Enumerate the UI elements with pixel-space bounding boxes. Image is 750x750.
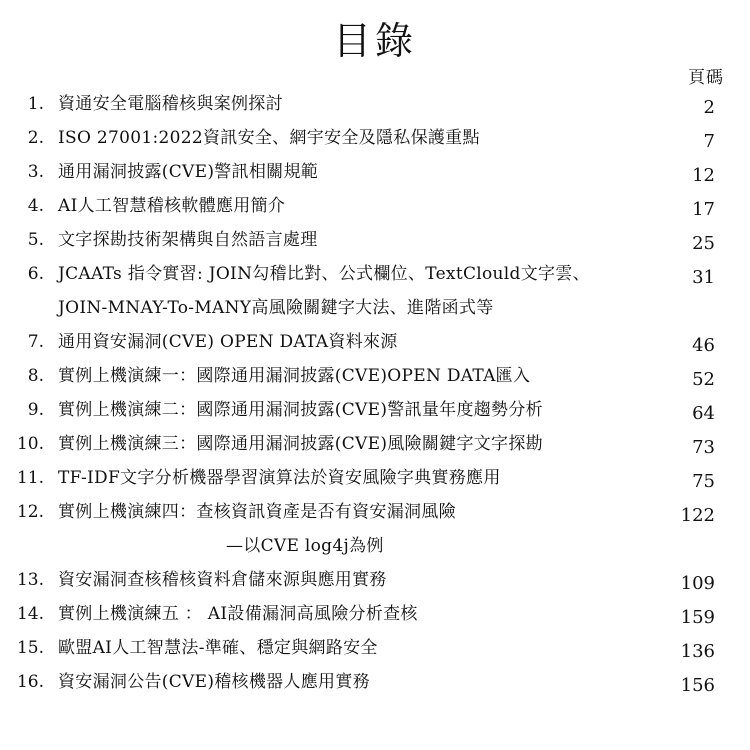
toc-entry-title: 實例上機演練二：國際通用漏洞披露(CVE)警訊量年度趨勢分析 xyxy=(58,400,543,420)
toc-entry-continuation xyxy=(0,293,750,323)
toc-entry-number: 13. xyxy=(16,570,44,590)
toc-entry xyxy=(0,429,750,459)
toc-entry xyxy=(0,633,750,663)
toc-entry xyxy=(0,361,750,391)
toc-entry-page: 136 xyxy=(680,641,715,662)
toc-entry-subtitle: —以CVE log4j為例 xyxy=(226,536,384,556)
toc-entry-number: 5. xyxy=(27,230,44,250)
toc-entry-page: 25 xyxy=(692,233,715,254)
toc-entry xyxy=(0,225,750,255)
toc-entry-page: 12 xyxy=(692,165,715,186)
toc-entry-page: 156 xyxy=(680,675,715,696)
toc-entry-title: AI人工智慧稽核軟體應用簡介 xyxy=(58,196,286,216)
page-title: 目錄 xyxy=(332,19,417,63)
toc-entry-page: 75 xyxy=(692,471,715,492)
toc-entry-page: 159 xyxy=(680,607,715,628)
toc-entry-title: 通用資安漏洞(CVE) OPEN DATA資料來源 xyxy=(58,332,398,352)
toc-entry-title: 資安漏洞公告(CVE)稽核機器人應用實務 xyxy=(58,672,370,692)
toc-entry xyxy=(0,327,750,357)
toc-entry xyxy=(0,259,750,289)
toc-entry-number: 9. xyxy=(27,400,44,420)
toc-entry-page: 64 xyxy=(692,403,715,424)
toc-entry xyxy=(0,667,750,697)
toc-entry-title: 實例上機演練四：查核資訊資產是否有資安漏洞風險 xyxy=(58,502,456,522)
toc-entry-page: 52 xyxy=(692,369,715,390)
toc-entry-title: 實例上機演練一：國際通用漏洞披露(CVE)OPEN DATA匯入 xyxy=(58,366,531,386)
toc-entry xyxy=(0,191,750,221)
toc-entry-number: 8. xyxy=(27,366,44,386)
toc-entry xyxy=(0,497,750,527)
toc-entry-number: 10. xyxy=(16,434,44,454)
toc-entry-page: 122 xyxy=(680,505,715,526)
toc-entry-number: 3. xyxy=(27,162,44,182)
toc-entry-continuation xyxy=(0,531,750,561)
toc-entry-title: 資通安全電腦稽核與案例探討 xyxy=(58,94,283,114)
toc-entry-title: 實例上機演練五 ： AI設備漏洞高風險分析查核 xyxy=(58,604,418,624)
toc-entry-number: 14. xyxy=(16,604,44,624)
toc-entry-number: 15. xyxy=(16,638,44,658)
toc-entry-title: ISO 27001:2022資訊安全、網宇安全及隱私保護重點 xyxy=(58,128,480,148)
toc-entry-page: 17 xyxy=(692,199,715,220)
toc-entry-title: 資安漏洞查核稽核資料倉儲來源與應用實務 xyxy=(58,570,387,590)
toc-entry-page: 73 xyxy=(692,437,715,458)
toc-entry xyxy=(0,157,750,187)
toc-entry-page: 109 xyxy=(680,573,715,594)
toc-entry-page: 46 xyxy=(692,335,715,356)
toc-entry-title: 歐盟AI人工智慧法-準確、穩定與網路安全 xyxy=(58,638,378,658)
toc-entry-number: 2. xyxy=(27,128,44,148)
toc-entry xyxy=(0,599,750,629)
toc-entry-title: 通用漏洞披露(CVE)警訊相關規範 xyxy=(58,162,319,182)
toc-entry-number: 12. xyxy=(16,502,44,522)
toc-entry-title-line2: JOIN-MNAY-To-MANY高風險關鍵字大法、進階函式等 xyxy=(58,298,494,318)
toc-entry xyxy=(0,463,750,493)
toc-entry-title: JCAATs 指令實習: JOIN勾稽比對、公式欄位、TextClould文字雲、 xyxy=(58,264,590,284)
toc-entry-page: 7 xyxy=(703,131,715,152)
toc-entry xyxy=(0,123,750,153)
toc-entry-number: 16. xyxy=(16,672,44,692)
toc-entry xyxy=(0,395,750,425)
toc-entry-number: 4. xyxy=(27,196,44,216)
toc-entry-page: 2 xyxy=(703,97,715,118)
toc-entry-number: 7. xyxy=(27,332,44,352)
toc-entry-number: 11. xyxy=(16,468,44,488)
toc-entry-page: 31 xyxy=(692,267,715,288)
toc-entry-title: 文字探勘技術架構與自然語言處理 xyxy=(58,230,318,250)
page-number-header: 頁碼 xyxy=(688,68,724,88)
toc-entry-title: TF-IDF文字分析機器學習演算法於資安風險字典實務應用 xyxy=(58,468,501,488)
toc-entry-number: 6. xyxy=(27,264,44,284)
toc-entry xyxy=(0,89,750,119)
toc-entry-number: 1. xyxy=(27,94,44,114)
toc-entry xyxy=(0,565,750,595)
toc-entry-title: 實例上機演練三：國際通用漏洞披露(CVE)風險關鍵字文字探勘 xyxy=(58,434,543,454)
